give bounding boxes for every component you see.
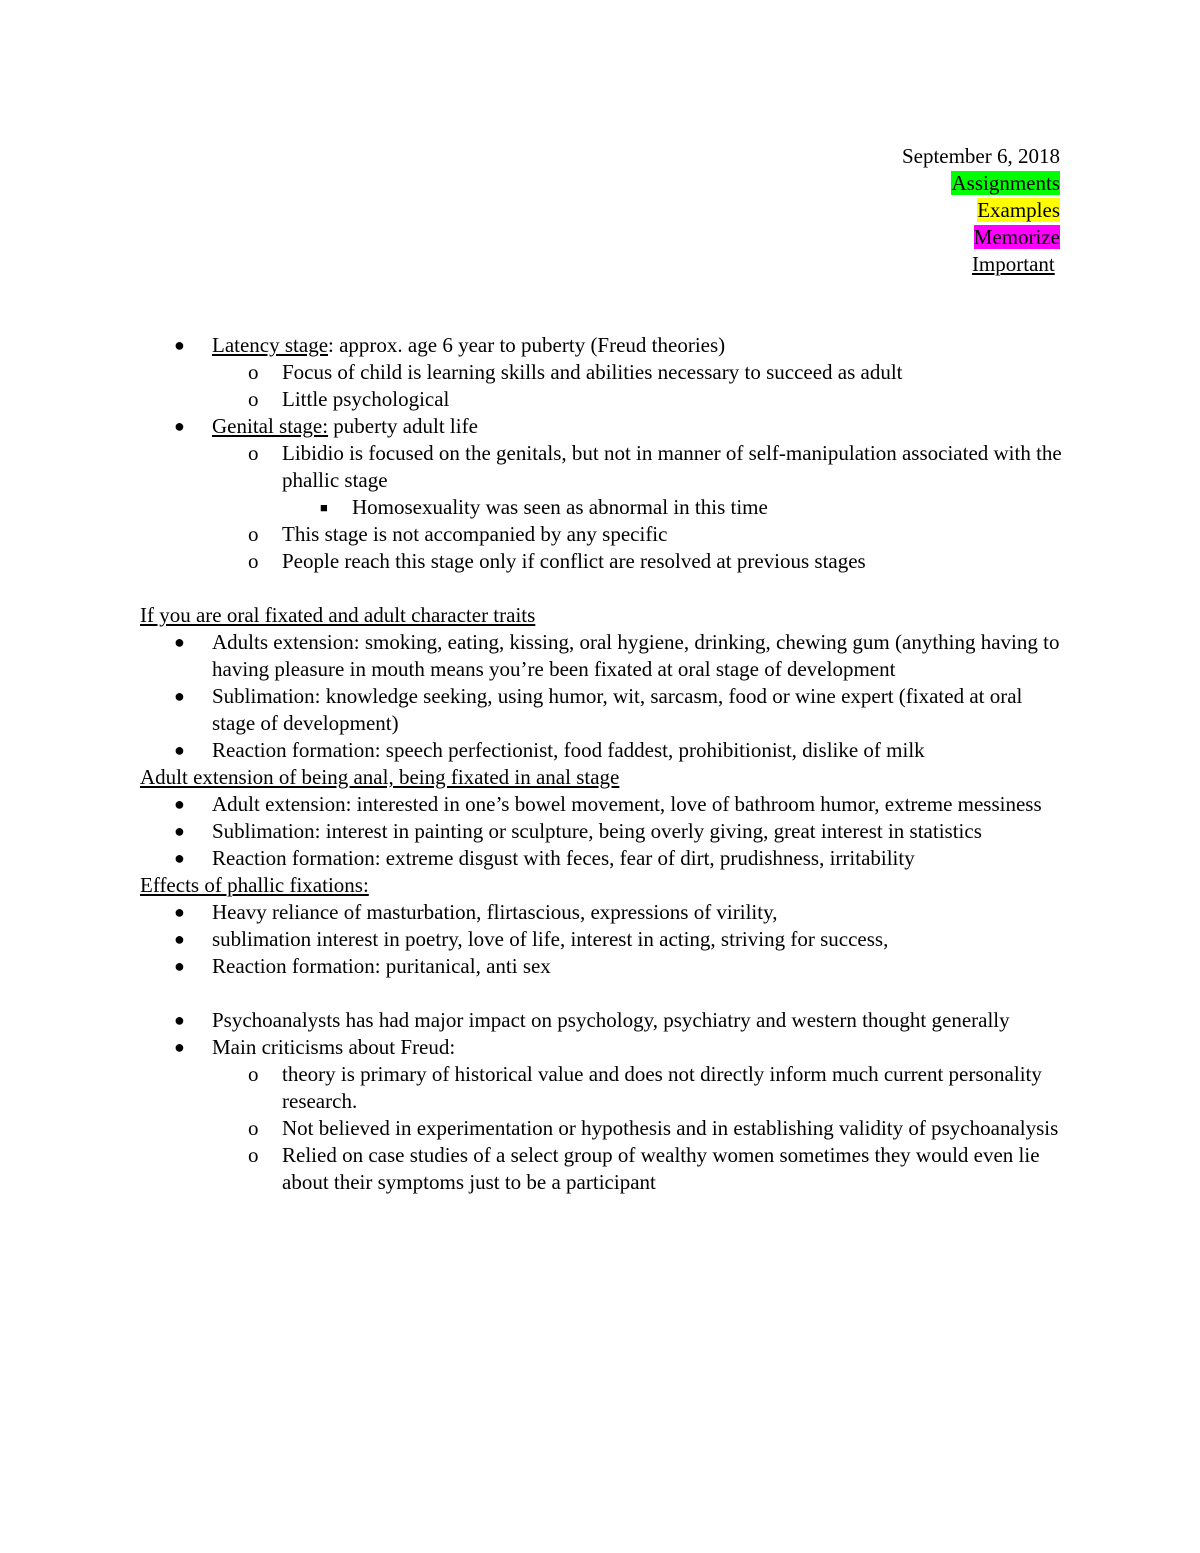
list-item-text: sublimation interest in poetry, love of life, interest in acting, striving for success,	[212, 927, 889, 951]
bullet-circle-icon: o	[248, 1062, 259, 1086]
legend-important-label: Important	[971, 252, 1055, 276]
bullet-disc-icon: ●	[174, 848, 185, 868]
list-item	[140, 629, 1065, 683]
list-item	[140, 926, 1065, 953]
list-item	[140, 413, 1065, 440]
list-item-text: Focus of child is learning skills and abilities necessary to succeed as adult	[282, 360, 903, 384]
list-item	[140, 359, 1065, 386]
list-item	[140, 386, 1065, 413]
bullet-disc-icon: ●	[174, 686, 185, 706]
list-item	[140, 845, 1065, 872]
latency-term: Latency stage	[212, 333, 329, 357]
list-item-text: Sublimation: knowledge seeking, using humor, wit, sarcasm, food or wine expert (fixated at oral stage of development)	[212, 684, 1023, 735]
list-item	[140, 683, 1065, 737]
bullet-circle-icon: o	[248, 522, 259, 546]
legend-important	[902, 251, 1060, 278]
list-item	[140, 548, 1065, 575]
list-item-text: Reaction formation: extreme disgust with feces, fear of dirt, prudishness, irritability	[212, 846, 915, 870]
legend-memorize-label: Memorize	[973, 225, 1060, 249]
list-item-text: Sublimation: interest in painting or sculpture, being overly giving, great interest in statistics	[212, 819, 982, 843]
bullet-disc-icon: ●	[174, 956, 185, 976]
spacer	[140, 575, 1065, 602]
bullet-disc-icon: ●	[174, 335, 185, 355]
list-item-text: Main criticisms about Freud:	[212, 1035, 456, 1059]
list-item	[140, 818, 1065, 845]
list-item-text: Reaction formation: speech perfectionist, food faddest, prohibitionist, dislike of milk	[212, 738, 925, 762]
bullet-circle-icon: o	[248, 441, 259, 465]
list-item-text: This stage is not accompanied by any specific	[282, 522, 668, 546]
list-item-text: People reach this stage only if conflict are resolved at previous stages	[282, 549, 866, 573]
header-legend	[902, 143, 1060, 278]
phallic-heading: Effects of phallic fixations:	[140, 873, 369, 897]
list-item	[140, 494, 1065, 521]
bullet-disc-icon: ●	[174, 1037, 185, 1057]
list-item	[140, 1115, 1065, 1142]
oral-list	[140, 629, 1065, 764]
legend-examples-label: Examples	[977, 198, 1060, 222]
list-item	[140, 953, 1065, 980]
list-item	[140, 332, 1065, 359]
genital-term: Genital stage:	[212, 414, 329, 438]
bullet-disc-icon: ●	[174, 632, 185, 652]
bullet-circle-icon: o	[248, 387, 259, 411]
list-item-text: Not believed in experimentation or hypothesis and in establishing validity of psychoanalysis	[282, 1116, 1059, 1140]
list-item	[140, 899, 1065, 926]
list-item	[140, 1061, 1065, 1115]
list-item-text: Psychoanalysts has had major impact on psychology, psychiatry and western thought generally	[212, 1008, 1010, 1032]
genital-text: puberty adult life	[328, 414, 478, 438]
oral-heading: If you are oral fixated and adult character traits	[140, 603, 536, 627]
bullet-disc-icon: ●	[174, 821, 185, 841]
list-item-text: Libidio is focused on the genitals, but not in manner of self-manipulation associated with the phallic stage	[282, 441, 1062, 492]
spacer	[140, 980, 1065, 1007]
bullet-disc-icon: ●	[174, 1010, 185, 1030]
list-item-text: Adults extension: smoking, eating, kissing, oral hygiene, drinking, chewing gum (anything having to having pleasure in mouth means you’re been fixated at oral stage of development	[212, 630, 1060, 681]
list-item	[140, 737, 1065, 764]
legend-assignments	[902, 170, 1060, 197]
list-item-text: Adult extension: interested in one’s bowel movement, love of bathroom humor, extreme messiness	[212, 792, 1042, 816]
bullet-disc-icon: ●	[174, 902, 185, 922]
bullet-circle-icon: o	[248, 360, 259, 384]
list-item	[140, 440, 1065, 494]
phallic-list	[140, 899, 1065, 980]
bullet-square-icon: ■	[320, 500, 328, 515]
list-item	[140, 1142, 1065, 1196]
legend-memorize	[902, 224, 1060, 251]
list-item-text: Reaction formation: puritanical, anti sex	[212, 954, 551, 978]
bullet-disc-icon: ●	[174, 929, 185, 949]
date-line	[902, 143, 1060, 170]
list-item	[140, 521, 1065, 548]
latency-text: : approx. age 6 year to puberty (Freud theories)	[328, 333, 726, 357]
list-item-text: Relied on case studies of a select group of wealthy women sometimes they would even lie about their symptoms just to be a participant	[282, 1143, 1040, 1194]
stages-list	[140, 332, 1065, 575]
bullet-disc-icon: ●	[174, 416, 185, 436]
bullet-circle-icon: o	[248, 1143, 259, 1167]
list-item-text: Heavy reliance of masturbation, flirtascious, expressions of virility,	[212, 900, 778, 924]
legend-assignments-label: Assignments	[951, 171, 1060, 195]
anal-list	[140, 791, 1065, 872]
bullet-disc-icon: ●	[174, 794, 185, 814]
bullet-disc-icon: ●	[174, 740, 185, 760]
list-item-text: Little psychological	[282, 387, 450, 411]
list-item-text: theory is primary of historical value and does not directly inform much current personality research.	[282, 1062, 1042, 1113]
list-item-text: Homosexuality was seen as abnormal in this time	[352, 495, 768, 519]
bullet-circle-icon: o	[248, 549, 259, 573]
anal-heading: Adult extension of being anal, being fixated in anal stage	[140, 765, 620, 789]
bullet-circle-icon: o	[248, 1116, 259, 1140]
general-list	[140, 1007, 1065, 1196]
date: September 6, 2018	[901, 144, 1060, 168]
list-item	[140, 1007, 1065, 1034]
list-item	[140, 1034, 1065, 1061]
list-item	[140, 791, 1065, 818]
notes-body	[140, 332, 1065, 1196]
legend-examples	[902, 197, 1060, 224]
